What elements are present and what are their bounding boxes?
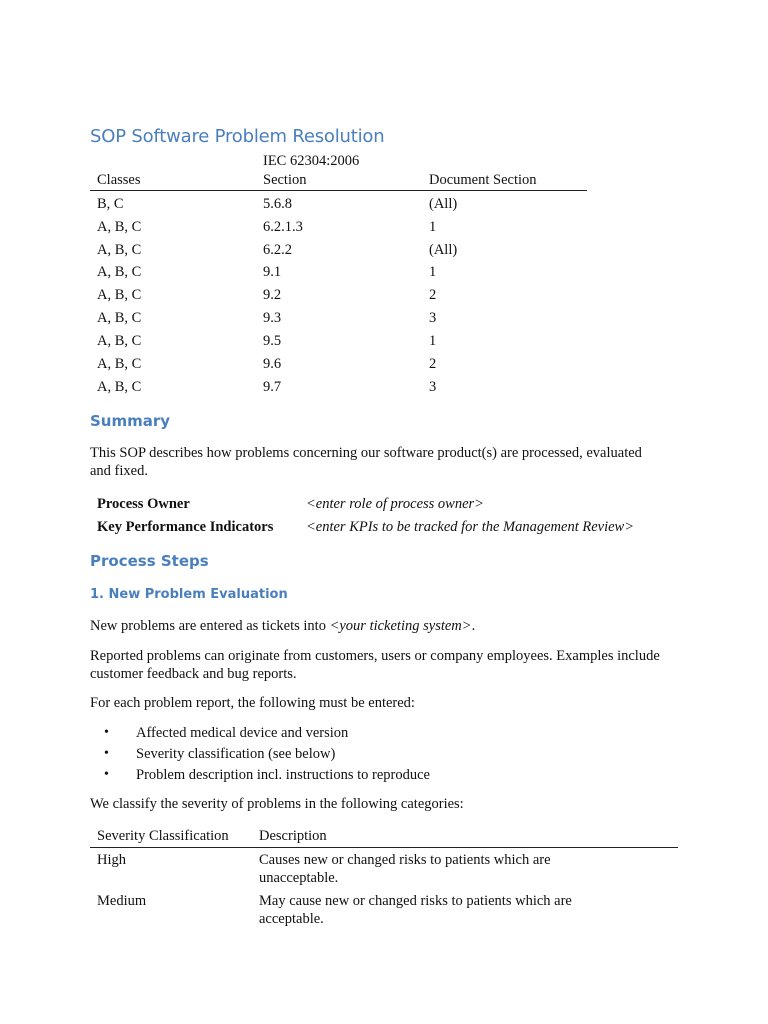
table-header-rule [90,190,587,191]
summary-heading: Summary [90,412,171,430]
col-header-iec-line1: IEC 62304:2006 [263,153,360,169]
severity-cell-desc: May cause new or changed risks to patients which are acceptable. [259,893,572,927]
severity-col-header-classification: Severity Classification [97,828,229,844]
step1-para4: We classify the severity of problems in the following categories: [90,796,464,812]
list-item: Affected medical device and version [136,725,349,741]
severity-cell-class: Medium [97,893,147,909]
table-cell: 2 [429,287,437,303]
para1-end: . [471,618,476,634]
severity-cell-class: High [97,852,126,868]
table-cell: A, B, C [97,242,142,258]
col-header-iec-line2: Section [263,172,307,188]
list-item: Severity classification (see below) [136,746,336,762]
severity-col-header-description: Description [259,828,327,844]
table-cell: 5.6.8 [263,196,292,212]
step1-para3: For each problem report, the following must be entered: [90,695,415,711]
table-cell: A, B, C [97,310,142,326]
table-cell: 9.1 [263,264,282,280]
table-cell: 2 [429,356,437,372]
table-cell: 3 [429,310,437,326]
table-cell: (All) [429,242,458,258]
table-cell: 9.3 [263,310,282,326]
process-owner-label: Process Owner [97,496,190,512]
bullet-icon: • [104,767,109,782]
table-cell: 9.5 [263,333,282,349]
table-cell: A, B, C [97,356,142,372]
table-cell: 9.7 [263,379,282,395]
document-title: SOP Software Problem Resolution [90,126,385,147]
table-cell: (All) [429,196,458,212]
table-cell: A, B, C [97,333,142,349]
table-cell: 3 [429,379,437,395]
table-cell: A, B, C [97,219,142,235]
table-cell: 9.2 [263,287,282,303]
summary-text: This SOP describes how problems concerning our software product(s) are processed, evaluated and fixed. [90,445,642,479]
table-cell: B, C [97,196,124,212]
process-steps-heading: Process Steps [90,552,209,570]
step1-para2: Reported problems can originate from customers, users or company employees. Examples include customer feedback and bug reports. [90,648,660,682]
step1-heading: 1. New Problem Evaluation [90,587,288,602]
kpi-label: Key Performance Indicators [97,519,274,535]
table-cell: A, B, C [97,264,142,280]
step1-para1 [90,617,690,635]
bullet-icon: • [104,725,109,740]
kpi-value: <enter KPIs to be tracked for the Management Review> [306,519,635,535]
process-owner-value: <enter role of process owner> [306,496,484,512]
col-header-classes: Classes [97,172,141,188]
table-cell: 9.6 [263,356,282,372]
col-header-doc-section: Document Section [429,172,537,188]
table-cell: A, B, C [97,287,142,303]
table-cell: 1 [429,264,437,280]
table-cell: 1 [429,333,437,349]
severity-header-rule [90,847,678,848]
table-cell: 6.2.1.3 [263,219,303,235]
para1-text: New problems are entered as tickets into [90,618,330,634]
table-cell: 6.2.2 [263,242,292,258]
ticketing-system-placeholder: <your ticketing system> [329,618,472,634]
table-cell: 1 [429,219,437,235]
table-cell: A, B, C [97,379,142,395]
list-item: Problem description incl. instructions to reproduce [136,767,430,783]
bullet-icon: • [104,746,109,761]
severity-cell-desc: Causes new or changed risks to patients which are unacceptable. [259,852,551,886]
